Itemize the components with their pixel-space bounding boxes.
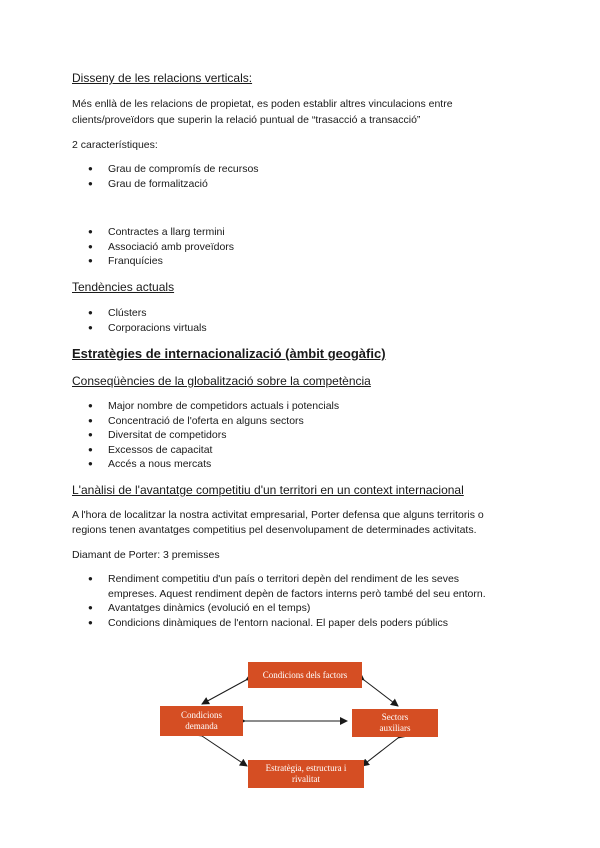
list-item-line: empreses. Aquest rendiment depèn de factors interns però també del seu entorn. [108, 587, 486, 600]
list-item: ● Contractes a llarg termini [72, 225, 234, 240]
section-heading-tendencies: Tendències actuals [72, 280, 175, 294]
box-sectors-auxiliars [352, 709, 438, 737]
list-item: ● Grau de formalització [72, 177, 259, 192]
bullet-list-caracteristiques [72, 162, 259, 191]
list-item: ● Avantatges dinàmics (evolució en el temps) [72, 601, 486, 616]
list-item: ● Accés a nous mercats [72, 457, 339, 472]
arrow-top-left [202, 680, 246, 704]
bullet-list-globalitzacio [72, 399, 339, 472]
arrow-top-right [364, 680, 398, 706]
paragraph-line: regions tenen avantatges competitius pel desenvolupament de determinades activitats. [72, 524, 477, 536]
porter-diamond-diagram [150, 656, 450, 792]
list-item: ● Condicions dinàmiques de l'entorn nacional. El paper dels poders públics [72, 616, 486, 631]
diamant-intro: Diamant de Porter: 3 premisses [72, 549, 220, 561]
list-item [72, 572, 486, 601]
box-label: Sectors [381, 712, 409, 722]
bullet-list-tendencies [72, 306, 207, 335]
box-label: auxiliars [379, 723, 411, 733]
arrow-bottom-left [202, 736, 247, 766]
subheading-caracteristiques: 2 característiques: [72, 139, 158, 151]
paragraph-line: A l'hora de localitzar la nostra activitat empresarial, Porter defensa que alguns territoris o [72, 509, 484, 521]
box-label: Condicions [180, 710, 222, 720]
subsection-heading-globalitzacio: Conseqüències de la globalització sobre la competència [72, 374, 371, 388]
list-item: ● Corporacions virtuals [72, 321, 207, 336]
list-item: ● Concentració de l'oferta en alguns sectors [72, 414, 339, 429]
box-label: demanda [185, 721, 218, 731]
box-estrategia-estructura-rivalitat [248, 760, 364, 788]
list-item-line: ● Rendiment competitiu d'un país o territori depèn del rendiment de les seves [108, 573, 460, 585]
section-heading-internacionalitzacio: Estratègies de internacionalizació (àmbit geogàfic) [72, 346, 386, 361]
box-condicions-factors [248, 662, 362, 688]
arrow-bottom-right [362, 738, 398, 766]
list-item: ● Excessos de capacitat [72, 443, 339, 458]
section-heading-relacions-verticals: Disseny de les relacions verticals: [72, 71, 253, 85]
bullet-list-tipus [72, 225, 234, 269]
box-condicions-demanda [160, 706, 243, 736]
box-label: Estratègia, estructura i [265, 763, 347, 773]
paragraph-line: Més enllà de les relacions de propietat, es poden establir altres vinculacions entre [72, 98, 453, 110]
box-label: Condicions dels factors [262, 669, 348, 680]
list-item: ● Associació amb proveïdors [72, 240, 234, 255]
bullet-list-premisses [72, 572, 486, 630]
list-item: ● Major nombre de competidors actuals i potencials [72, 399, 339, 414]
list-item: ● Diversitat de competidors [72, 428, 339, 443]
subsection-heading-avantatge: L'anàlisi de l'avantatge competitiu d'un territori en un context internacional [72, 483, 464, 497]
list-item: ● Franquícies [72, 254, 234, 269]
list-item: ● Grau de compromís de recursos [72, 162, 259, 177]
box-label: rivalitat [292, 774, 320, 784]
list-item: ● Clústers [72, 306, 207, 321]
paragraph-line: clients/proveïdors que superin la relació puntual de “trasacció a transacció” [72, 114, 421, 126]
